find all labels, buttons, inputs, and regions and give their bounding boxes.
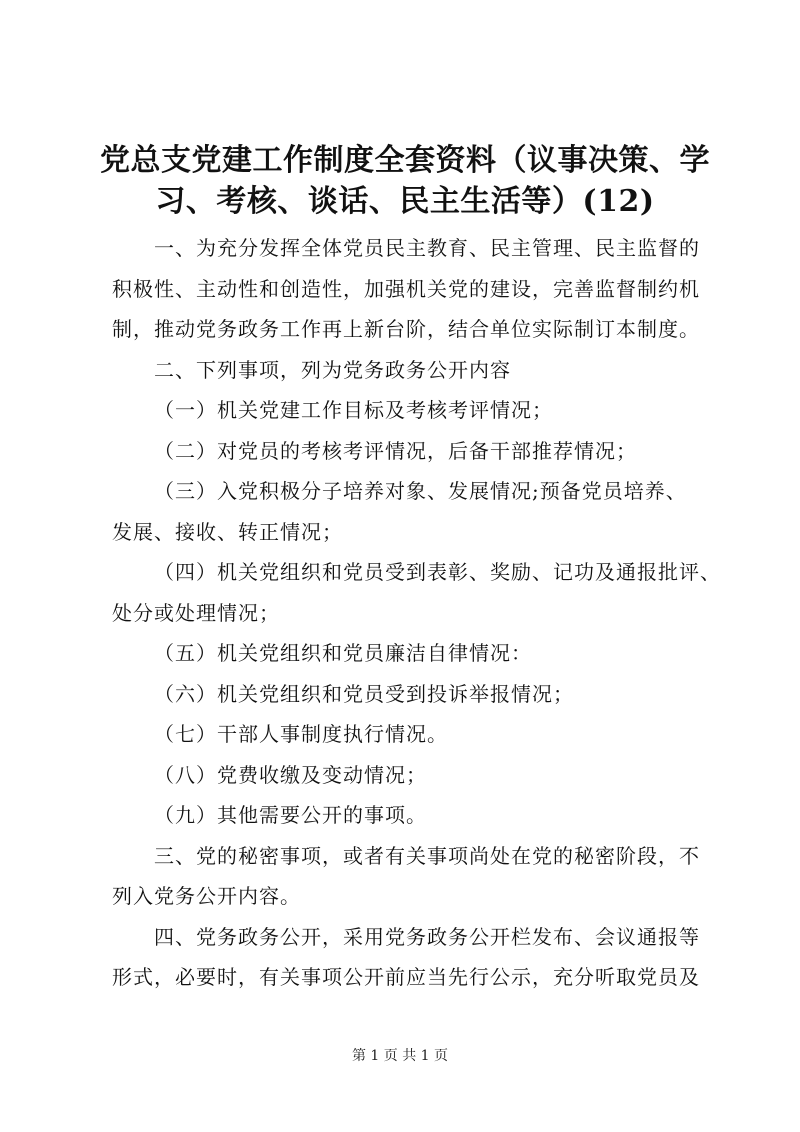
paragraph-3-line-1: 三、党的秘密事项，或者有关事项尚处在党的秘密阶段，不 bbox=[154, 843, 700, 868]
paragraph-4-line-1: 四、党务政务公开，采用党务政务公开栏发布、会议通报等 bbox=[154, 924, 700, 949]
list-item-4-line-1: （四）机关党组织和党员受到表彰、奖励、记功及通报批评、 bbox=[154, 560, 721, 584]
list-item-6: （六）机关党组织和党员受到投诉举报情况； bbox=[154, 681, 574, 706]
list-item-1: （一）机关党建工作目标及考核考评情况； bbox=[154, 398, 553, 422]
list-item-3-line-1: （三）入党积极分子培养对象、发展情况;预备党员培养、 bbox=[154, 479, 687, 503]
page-footer: 第 1 页 共 1 页 bbox=[351, 1048, 449, 1064]
list-item-3-line-2: 发展、接收、转正情况； bbox=[112, 519, 343, 544]
title-line-1: 党总支党建工作制度全套资料（议事决策、学 bbox=[100, 143, 710, 178]
list-item-4-line-2: 处分或处理情况； bbox=[112, 600, 280, 625]
paragraph-4-line-2: 形式，必要时，有关事项公开前应当先行公示，充分听取党员及 bbox=[112, 965, 700, 989]
title-line-2: 习、考核、谈话、民主生活等）(12) bbox=[155, 184, 655, 219]
paragraph-2-line-1: 二、下列事项，列为党务政务公开内容 bbox=[154, 357, 511, 382]
paragraph-3-line-2: 列入党务公开内容。 bbox=[112, 884, 301, 908]
list-item-9: （九）其他需要公开的事项。 bbox=[154, 803, 427, 827]
paragraph-1-line-3: 制，推动党务政务工作再上新台阶，结合单位实际制订本制度。 bbox=[112, 317, 700, 341]
list-item-5: （五）机关党组织和党员廉洁自律情况： bbox=[154, 641, 532, 665]
list-item-8: （八）党费收缴及变动情况； bbox=[154, 762, 427, 787]
list-item-2: （二）对党员的考核考评情况，后备干部推荐情况； bbox=[154, 438, 637, 463]
paragraph-1-line-2: 积极性、主动性和创造性，加强机关党的建设，完善监督制约机 bbox=[112, 276, 700, 301]
document-body bbox=[112, 228, 721, 998]
paragraph-1-line-1: 一、为充分发挥全体党员民主教育、民主管理、民主监督的 bbox=[154, 236, 700, 260]
list-item-7: （七）干部人事制度执行情况。 bbox=[154, 722, 448, 746]
document-title bbox=[100, 140, 710, 222]
